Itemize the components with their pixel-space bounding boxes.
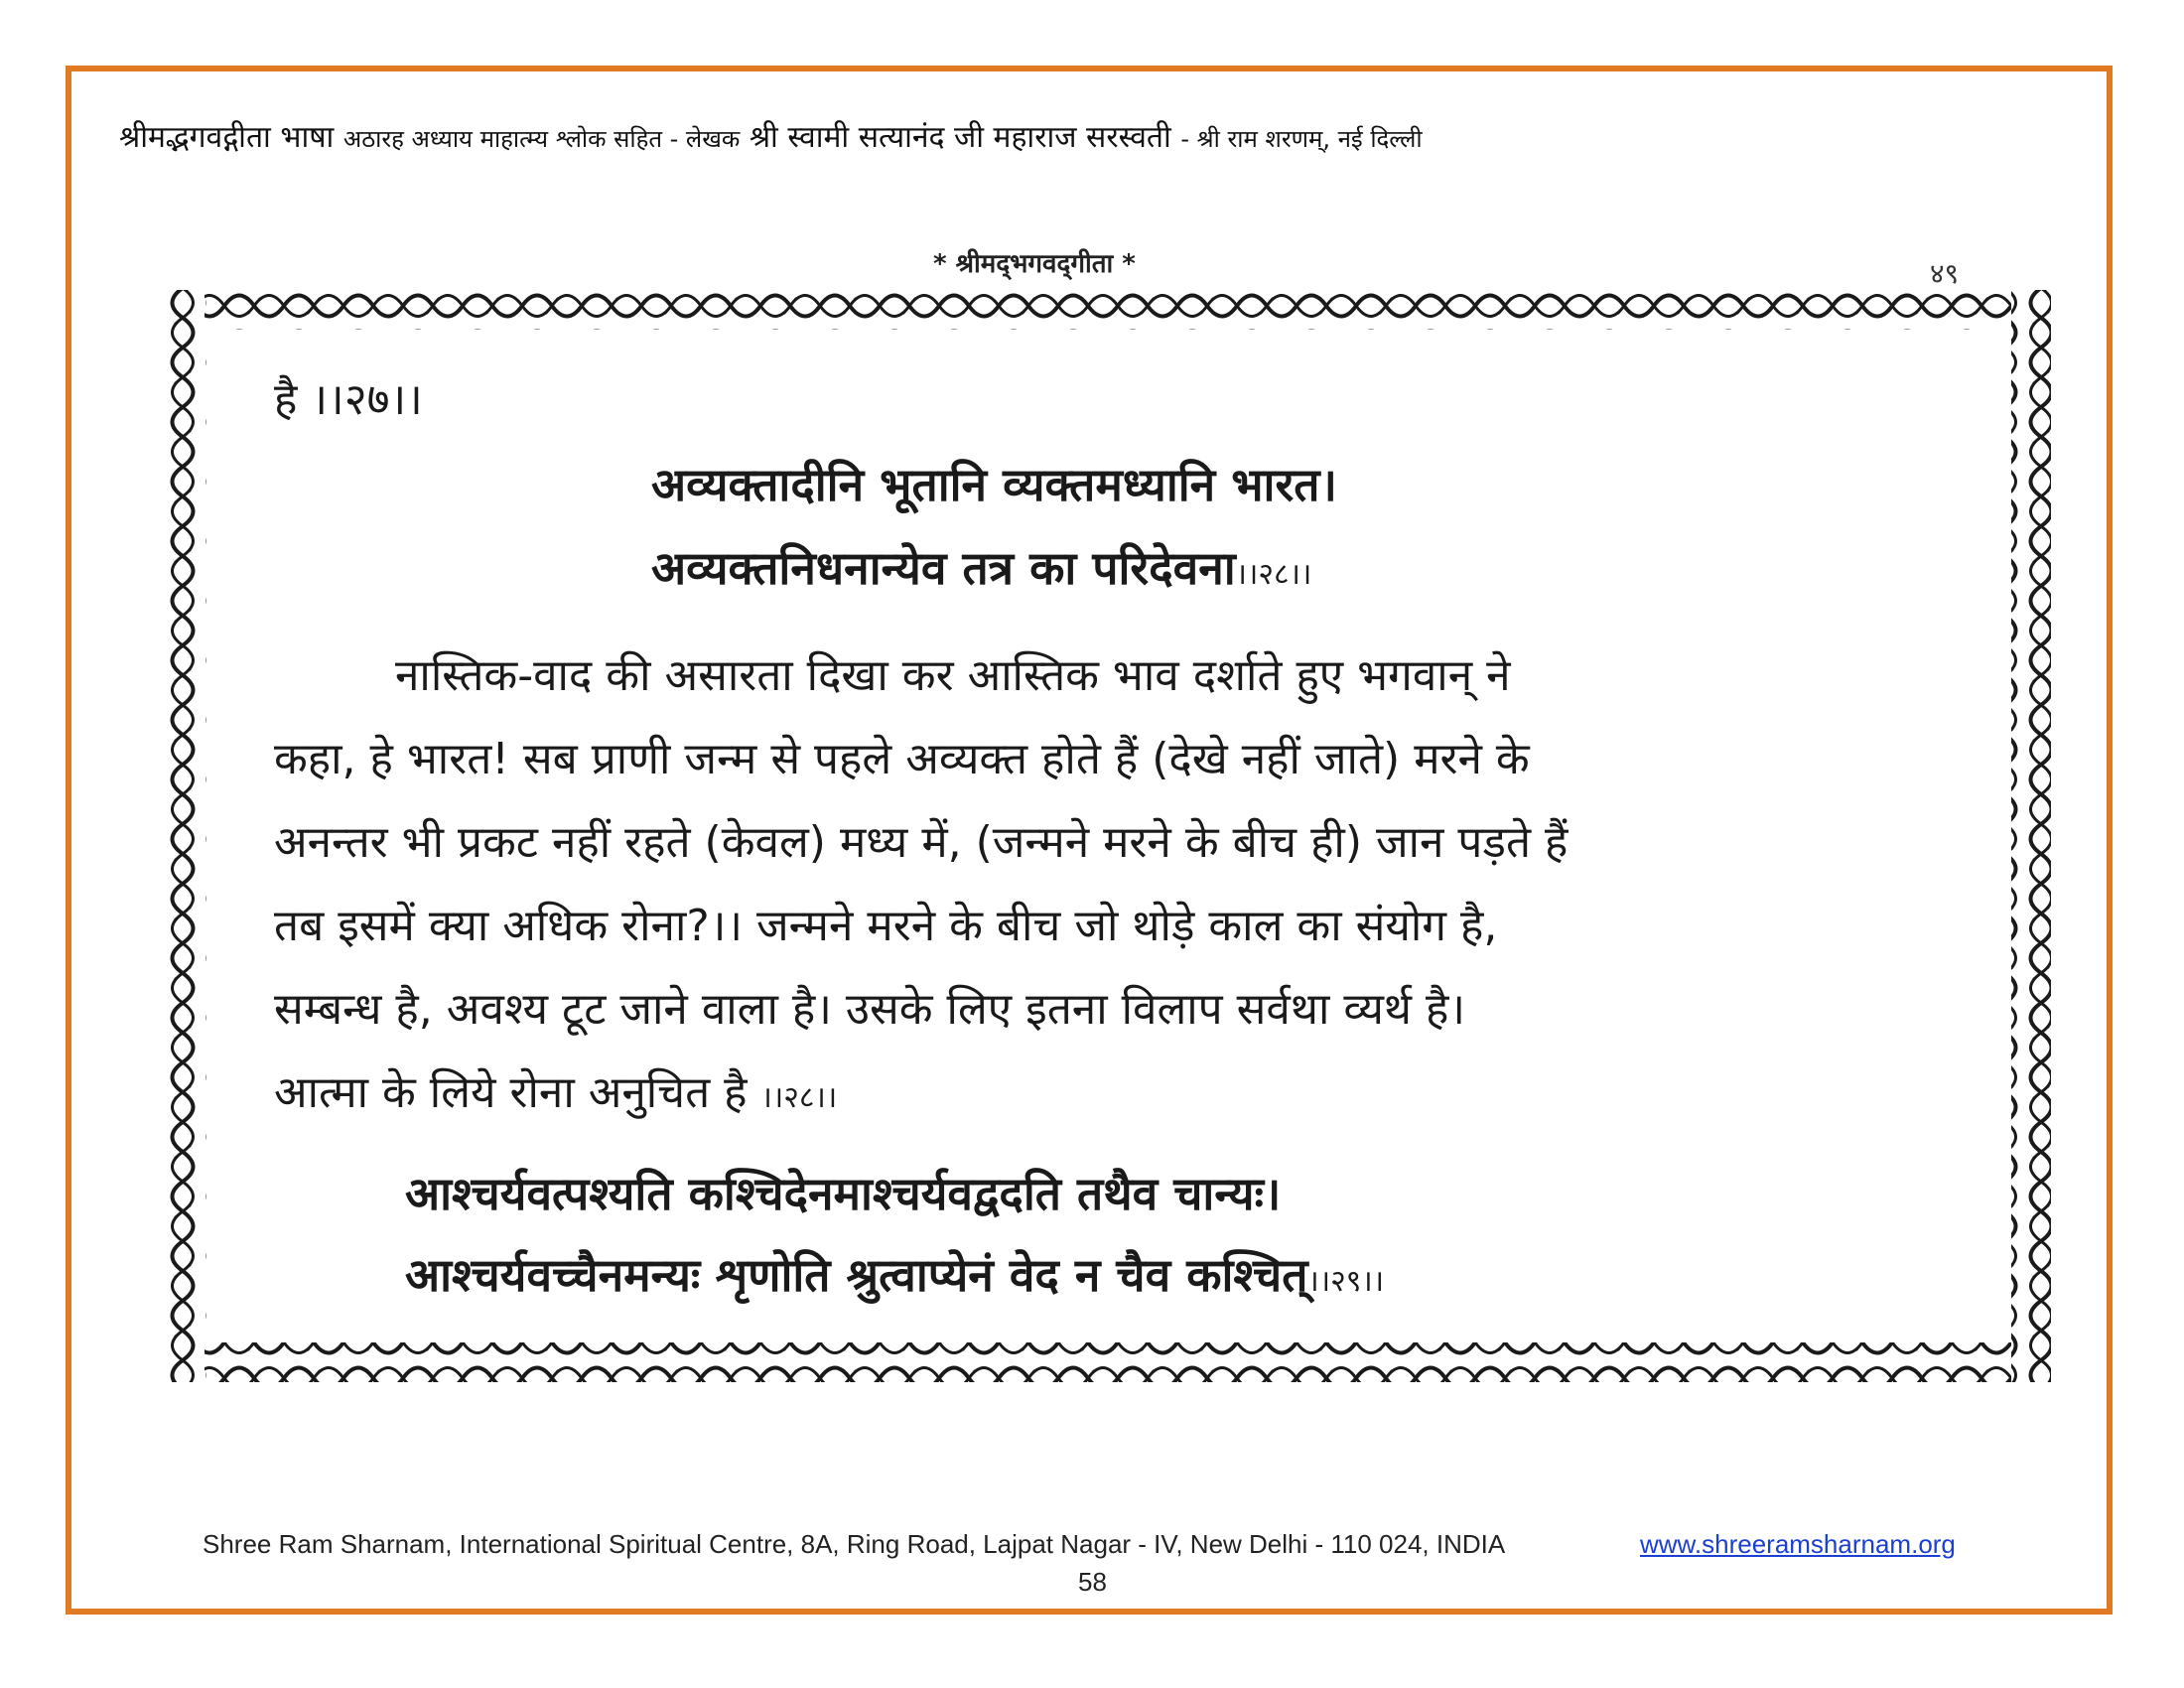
scan-page-heading: * श्रीमद्‌भगवद्‌गीता *	[933, 249, 1136, 279]
scanned-page	[165, 288, 2053, 1384]
commentary-line-1: नास्तिक-वाद की असारता दिखा कर आस्तिक भाव दर्शाते हुए भगवान् ने	[395, 650, 1511, 701]
scan-text-body	[165, 288, 2053, 1384]
commentary-line-5: सम्बन्ध है, अवश्य टूट जाने वाला है। उसके लिए इतना विलाप सर्वथा व्यर्थ है।	[274, 984, 1466, 1035]
verse-29-line-2: आश्चर्यवच्चैनमन्यः शृणोति श्रुत्वाप्येनं वेद न चैव कश्चित्।।२९।।	[405, 1248, 1385, 1302]
commentary-number: ।।२८।।	[760, 1080, 838, 1115]
header-publisher: - श्री राम शरणम्, नई दिल्ली	[1180, 125, 1423, 153]
footer-address: Shree Ram Sharnam, International Spiritual Centre, 8A, Ring Road, Lajpat Nagar - IV, New Delhi - 110 024, INDIA	[203, 1529, 1506, 1559]
footer-website-link[interactable]: www.shreeramsharnam.org	[1640, 1529, 1956, 1559]
verse-29-number: ।।२९।।	[1307, 1264, 1385, 1299]
commentary-line-6: आत्मा के लिये रोना अनुचित है ।।२८।।	[274, 1067, 838, 1118]
header-subtitle: अठारह अध्याय माहात्म्य श्लोक सहित - लेखक	[342, 125, 741, 153]
commentary-line-3: अनन्तर भी प्रकट नहीं रहते (केवल) मध्य में, (जन्मने मरने के बीच ही) जान पड़ते हैं	[274, 817, 1569, 868]
commentary-line-4: तब इसमें क्या अधिक रोना?।। जन्मने मरने के बीच जो थोड़े काल का संयोग है,	[274, 901, 1498, 951]
commentary-line-2: कहा, हे भारत! सब प्राणी जन्म से पहले अव्यक्त होते हैं (देखे नहीं जाते) मरने के	[274, 734, 1530, 784]
scan-page-number: ४९	[1930, 257, 1960, 290]
verse-28-line-1: अव्यक्तादीनि भूतानि व्यक्तमध्यानि भारत।	[651, 458, 1337, 511]
verse-28-number: ।।२८।।	[1235, 557, 1312, 592]
header-author: श्री स्वामी सत्यानंद जी महाराज सरस्वती	[749, 120, 1171, 155]
verse-29-line-1: आश्चर्यवत्पश्यति कश्चिदेनमाश्चर्यवद्वदति तथैव चान्यः।	[405, 1167, 1282, 1220]
document-header	[119, 115, 2065, 156]
verse-ending-27: है ।।२७।।	[274, 374, 423, 425]
header-title: श्रीमद्भगवद्गीता भाषा	[119, 120, 335, 155]
footer-page-number: 58	[1078, 1567, 1107, 1597]
verse-28-line-2: अव्यक्तनिधनान्येव तत्र का परिदेवना।।२८।।	[651, 541, 1312, 595]
